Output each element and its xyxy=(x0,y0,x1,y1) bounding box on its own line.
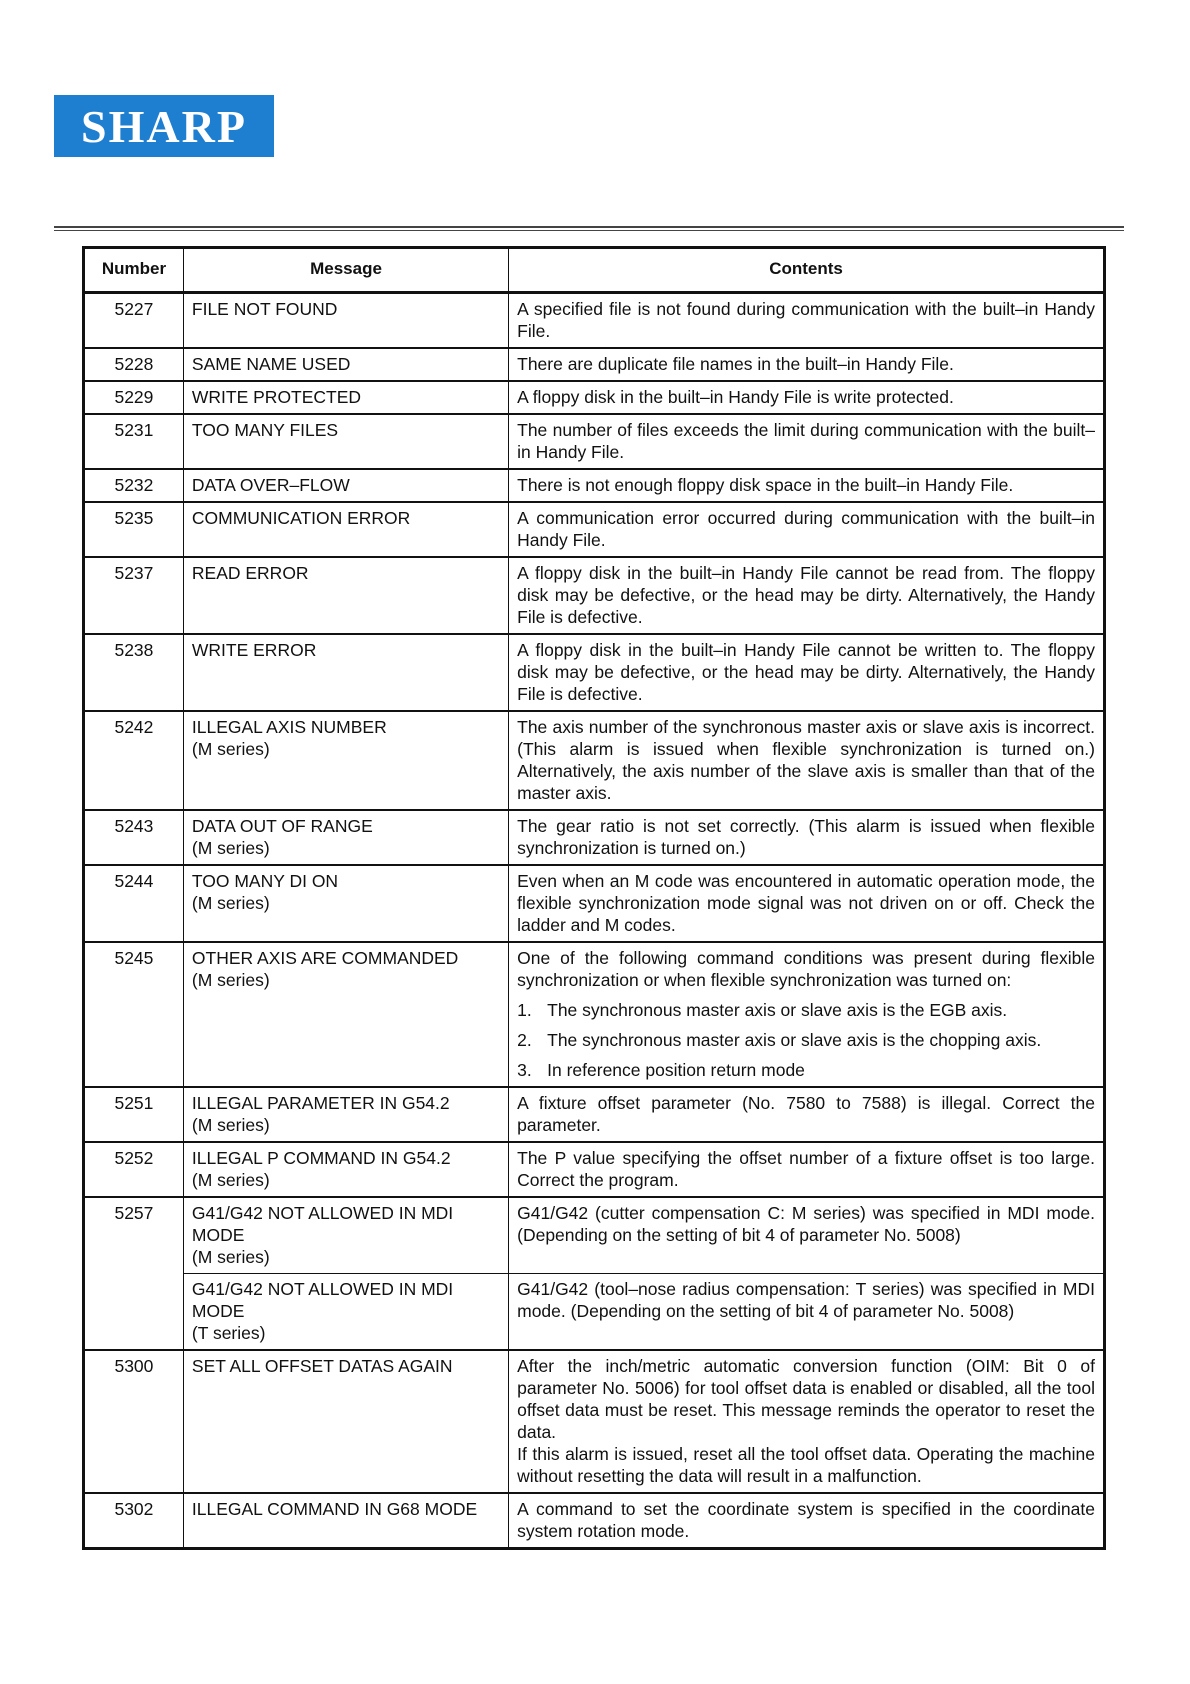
row-contents: G41/G42 (tool–nose radius compensation: T series) was specified in MDI mode. (Depending on the setting of bit 4 of parameter No. 5008) xyxy=(509,1274,1105,1351)
row-contents: A specified file is not found during communication with the built–in Handy File. xyxy=(509,293,1105,349)
row-number: 5229 xyxy=(84,381,184,414)
table-header-row xyxy=(84,248,1105,293)
row-contents: A floppy disk in the built–in Handy File is write protected. xyxy=(509,381,1105,414)
table-row xyxy=(84,1087,1105,1142)
header-rule xyxy=(54,226,1124,228)
row-message: WRITE PROTECTED xyxy=(183,381,508,414)
row-contents: A floppy disk in the built–in Handy File cannot be written to. The floppy disk may be defective, or the head may be dirty. Alternatively, the Handy File is defective. xyxy=(509,634,1105,711)
list-item xyxy=(517,1059,1095,1081)
row-message: DATA OUT OF RANGE xyxy=(191,816,373,836)
row-message: ILLEGAL P COMMAND IN G54.2 xyxy=(191,1148,451,1168)
header-rule-thin xyxy=(54,230,1124,231)
row-number: 5243 xyxy=(84,810,184,865)
table-row xyxy=(84,1493,1105,1549)
row-number: 5257 xyxy=(84,1197,184,1350)
row-contents: The P value specifying the offset number of a fixture offset is too large. Correct the program. xyxy=(509,1142,1105,1197)
row-contents-cell xyxy=(509,942,1105,1087)
table-row xyxy=(84,557,1105,634)
row-message: SAME NAME USED xyxy=(183,348,508,381)
row-series: (M series) xyxy=(191,1247,270,1267)
list-item-text: In reference position return mode xyxy=(547,1060,805,1080)
row-contents: A command to set the coordinate system is specified in the coordinate system rotation mode. xyxy=(509,1493,1105,1549)
row-contents: There is not enough floppy disk space in the built–in Handy File. xyxy=(509,469,1105,502)
row-message: DATA OVER–FLOW xyxy=(183,469,508,502)
list-item-text: The synchronous master axis or slave axis is the chopping axis. xyxy=(547,1030,1042,1050)
row-message: READ ERROR xyxy=(183,557,508,634)
row-series: (M series) xyxy=(191,1115,270,1135)
table-row xyxy=(84,711,1105,810)
table-row xyxy=(84,1142,1105,1197)
list-item-number: 1. xyxy=(517,1000,532,1020)
table-row xyxy=(84,293,1105,349)
row-contents: A fixture offset parameter (No. 7580 to 7588) is illegal. Correct the parameter. xyxy=(509,1087,1105,1142)
table-row xyxy=(84,502,1105,557)
row-number: 5227 xyxy=(84,293,184,349)
header-message: Message xyxy=(183,248,508,293)
table-row xyxy=(84,469,1105,502)
row-message: ILLEGAL COMMAND IN G68 MODE xyxy=(183,1493,508,1549)
table-row xyxy=(84,348,1105,381)
row-number: 5228 xyxy=(84,348,184,381)
row-number: 5300 xyxy=(84,1350,184,1493)
row-number: 5245 xyxy=(84,942,184,1087)
row-message: SET ALL OFFSET DATAS AGAIN xyxy=(183,1350,508,1493)
row-contents: The gear ratio is not set correctly. (This alarm is issued when flexible synchronization is turned on.) xyxy=(509,810,1105,865)
row-message: FILE NOT FOUND xyxy=(183,293,508,349)
row-message-cell xyxy=(183,1142,508,1197)
row-message: WRITE ERROR xyxy=(183,634,508,711)
row-message: OTHER AXIS ARE COMMANDED xyxy=(191,948,459,968)
alarm-table xyxy=(82,246,1106,1550)
logo-text: SHARP xyxy=(81,100,247,152)
list-item-number: 2. xyxy=(517,1030,532,1050)
row-series: (T series) xyxy=(191,1323,266,1343)
row-message-cell xyxy=(183,942,508,1087)
list-item-text: The synchronous master axis or slave axis is the EGB axis. xyxy=(547,1000,1008,1020)
row-message: TOO MANY DI ON xyxy=(191,871,339,891)
row-contents: G41/G42 (cutter compensation C: M series) was specified in MDI mode. (Depending on the setting of bit 4 of parameter No. 5008) xyxy=(509,1197,1105,1274)
row-number: 5235 xyxy=(84,502,184,557)
row-message: COMMUNICATION ERROR xyxy=(183,502,508,557)
table-row xyxy=(84,634,1105,711)
row-number: 5242 xyxy=(84,711,184,810)
row-number: 5251 xyxy=(84,1087,184,1142)
row-contents: The axis number of the synchronous master axis or slave axis is incorrect. (This alarm is issued when flexible synchronization is turned on.) Alternatively, the axis number of the slave axis is smaller than that of the master axis. xyxy=(509,711,1105,810)
row-message-cell xyxy=(183,1087,508,1142)
row-contents: A floppy disk in the built–in Handy File cannot be read from. The floppy disk may be defective, or the head may be dirty. Alternatively, the Handy File is defective. xyxy=(509,557,1105,634)
row-number: 5238 xyxy=(84,634,184,711)
table-row xyxy=(84,381,1105,414)
row-contents: One of the following command conditions was present during flexible synchronization or when flexible synchronization was turned on: xyxy=(517,948,1095,990)
row-number: 5231 xyxy=(84,414,184,469)
row-message: G41/G42 NOT ALLOWED IN MDI MODE xyxy=(191,1279,454,1321)
row-series: (M series) xyxy=(191,893,270,913)
list-item xyxy=(517,999,1095,1021)
table-row xyxy=(84,942,1105,1087)
row-contents: A communication error occurred during communication with the built–in Handy File. xyxy=(509,502,1105,557)
row-message: G41/G42 NOT ALLOWED IN MDI MODE xyxy=(191,1203,454,1245)
row-message-cell xyxy=(183,1197,508,1274)
row-number: 5232 xyxy=(84,469,184,502)
list-item xyxy=(517,1029,1095,1051)
header-contents: Contents xyxy=(509,248,1105,293)
table-row xyxy=(84,414,1105,469)
row-contents: After the inch/metric automatic conversion function (OIM: Bit 0 of parameter No. 5006) for tool offset data is enabled or disabled, all the tool offset data must be reset. This message reminds the operator to reset the data. xyxy=(517,1356,1095,1442)
list-item-number: 3. xyxy=(517,1060,532,1080)
row-message-cell xyxy=(183,1274,508,1351)
row-contents: Even when an M code was encountered in automatic operation mode, the flexible synchronization mode signal was not driven on or off. Check the ladder and M codes. xyxy=(509,865,1105,942)
row-series: (M series) xyxy=(191,970,270,990)
condition-list xyxy=(517,999,1095,1081)
row-number: 5244 xyxy=(84,865,184,942)
row-contents-cell xyxy=(509,1350,1105,1493)
row-message-cell xyxy=(183,865,508,942)
row-contents: There are duplicate file names in the built–in Handy File. xyxy=(509,348,1105,381)
table-row xyxy=(84,865,1105,942)
row-number: 5237 xyxy=(84,557,184,634)
row-series: (M series) xyxy=(191,1170,270,1190)
row-message: ILLEGAL AXIS NUMBER xyxy=(191,717,387,737)
table-row xyxy=(84,1274,1105,1351)
row-contents-extra: If this alarm is issued, reset all the tool offset data. Operating the machine without resetting the data will result in a malfunction. xyxy=(517,1444,1095,1486)
row-series: (M series) xyxy=(191,739,270,759)
row-message-cell xyxy=(183,810,508,865)
sharp-logo xyxy=(54,95,274,157)
row-message: ILLEGAL PARAMETER IN G54.2 xyxy=(191,1093,450,1113)
table-row xyxy=(84,810,1105,865)
header-number: Number xyxy=(84,248,184,293)
row-number: 5302 xyxy=(84,1493,184,1549)
row-message: TOO MANY FILES xyxy=(183,414,508,469)
table-row xyxy=(84,1197,1105,1274)
row-number: 5252 xyxy=(84,1142,184,1197)
row-contents: The number of files exceeds the limit during communication with the built–in Handy File. xyxy=(509,414,1105,469)
table-row xyxy=(84,1350,1105,1493)
row-message-cell xyxy=(183,711,508,810)
row-series: (M series) xyxy=(191,838,270,858)
